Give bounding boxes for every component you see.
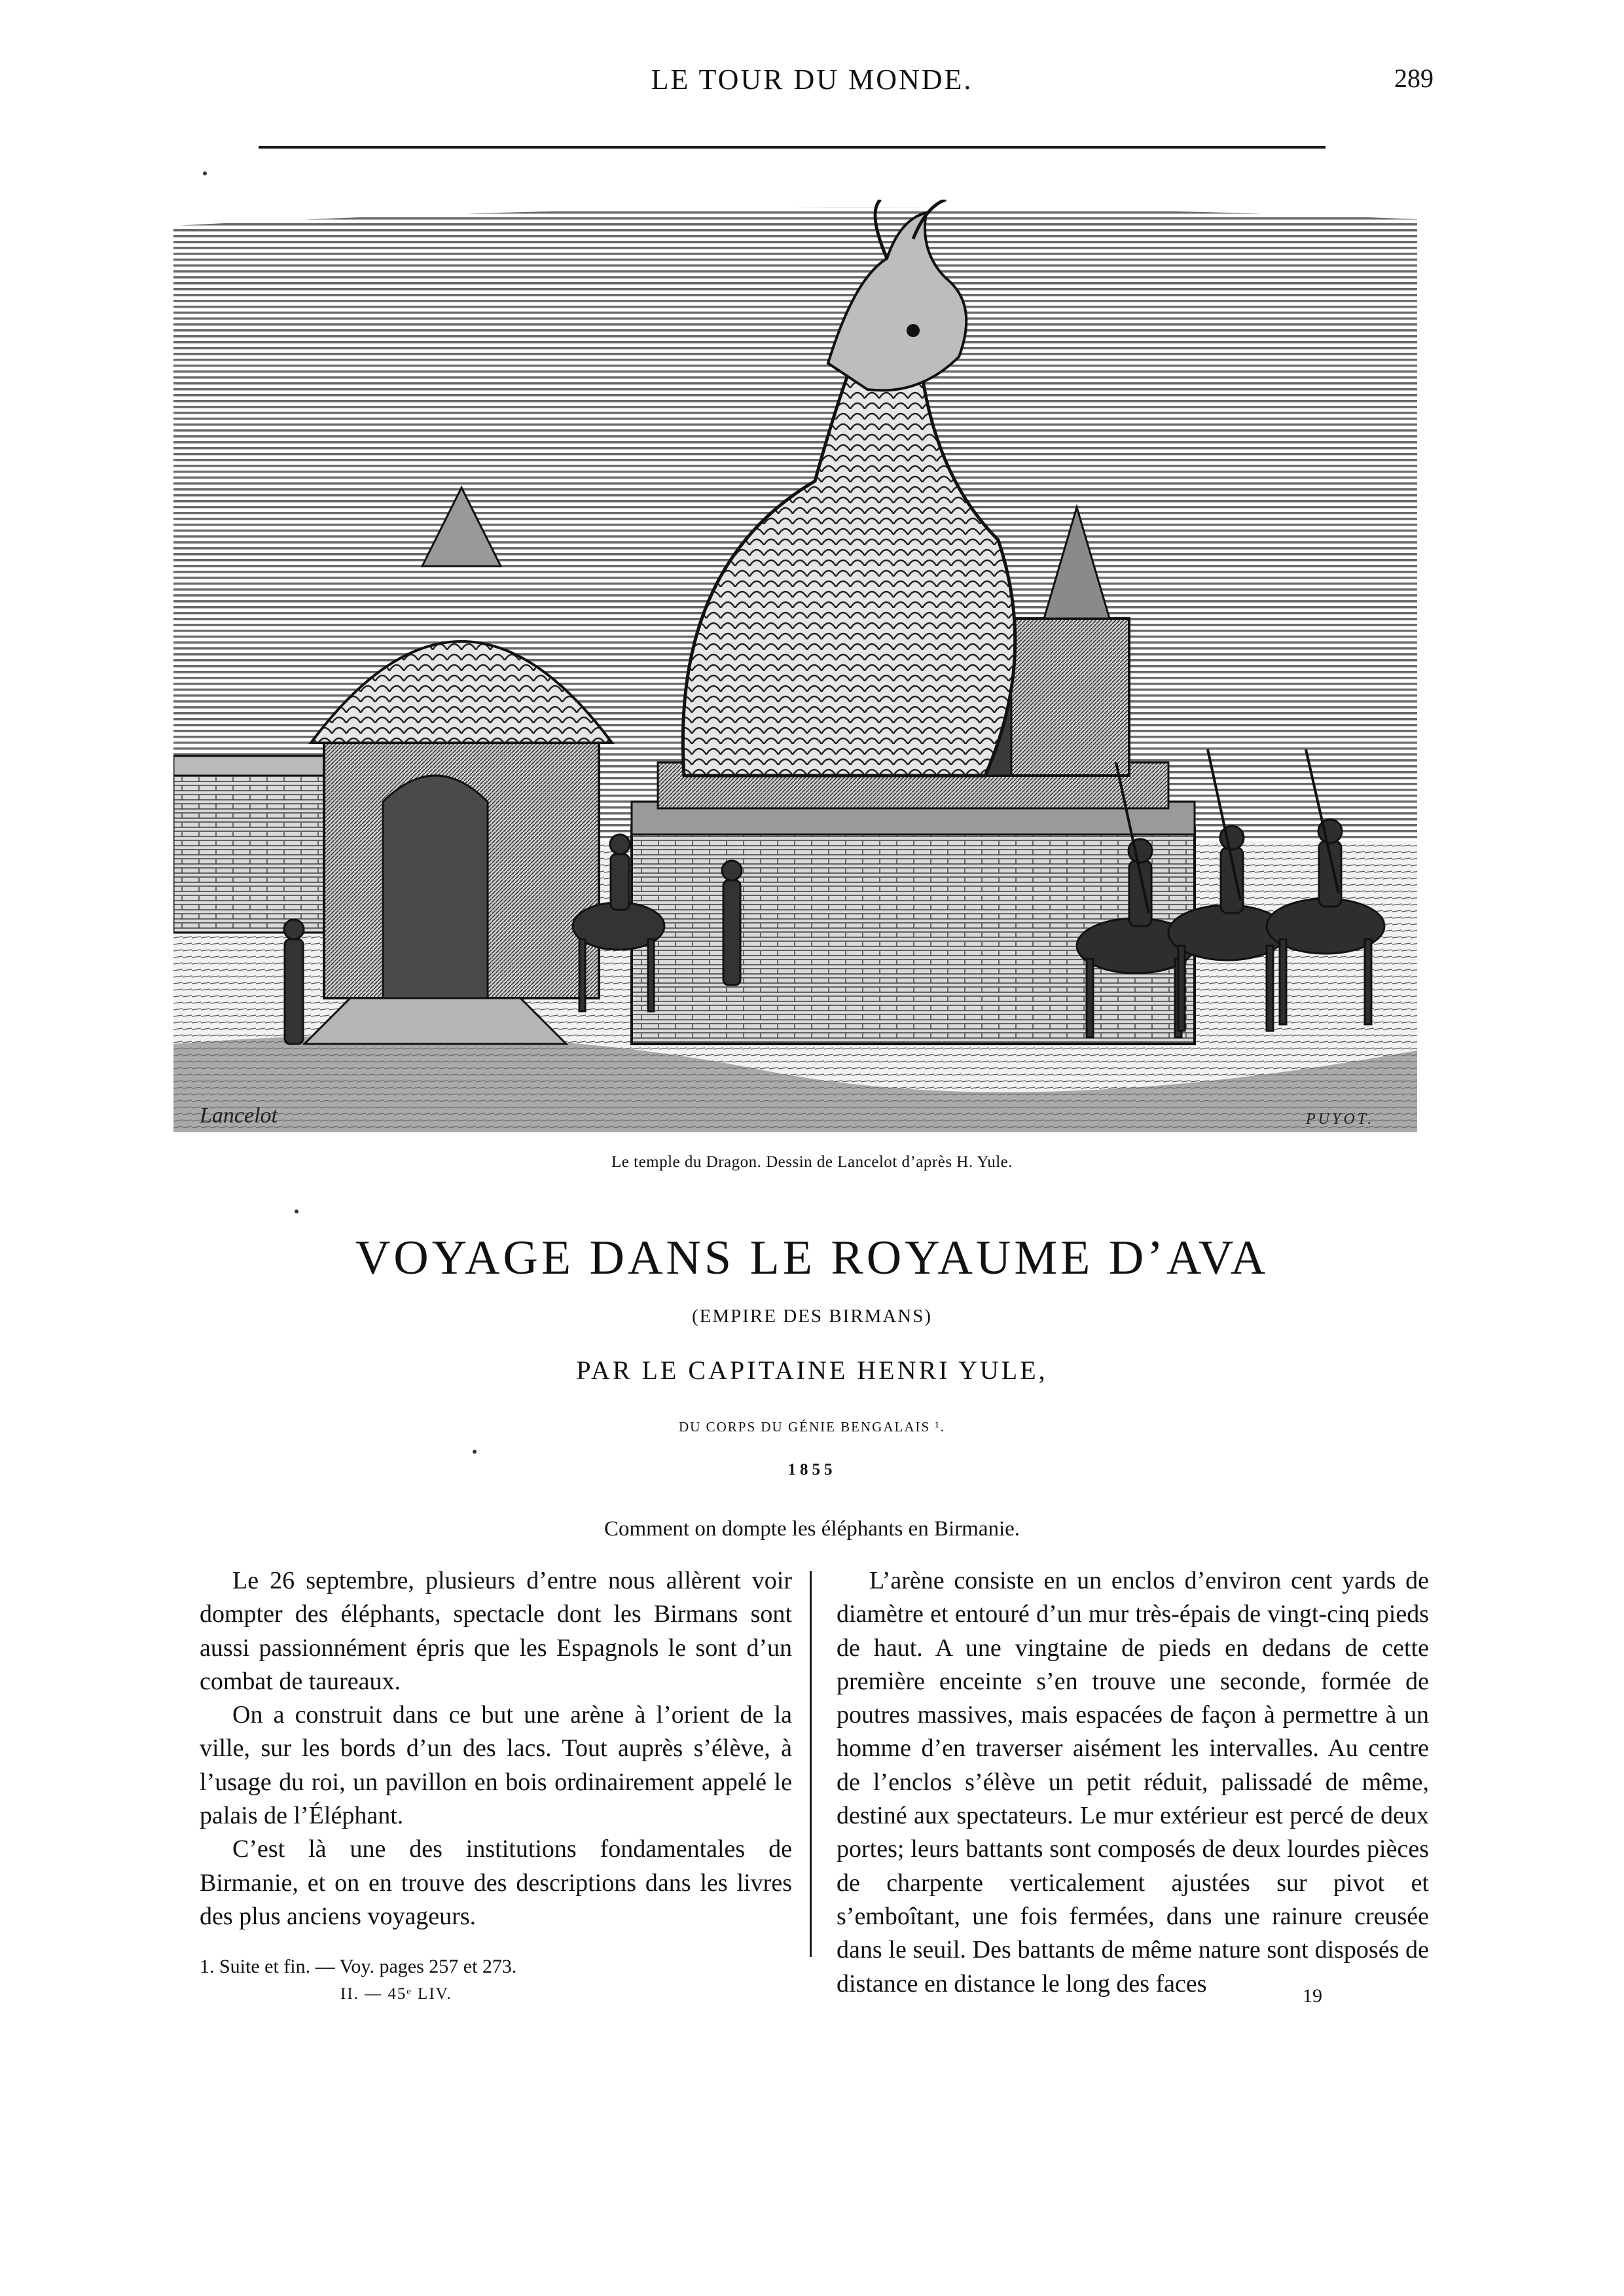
- author-affiliation: DU CORPS DU GÉNIE BENGALAIS ¹.: [679, 1419, 945, 1435]
- paragraph: Le 26 septembre, plusieurs d’entre nous allèrent voir dompter des éléphants, spectacle dont les Birmans sont aussi passionnément épris que les Espagnols le sont d’un combat de taureaux.: [200, 1567, 792, 1695]
- signature-right: PUYOT.: [1306, 1111, 1375, 1128]
- ink-speck: [295, 1210, 298, 1213]
- article-year: 1855: [787, 1461, 837, 1479]
- temple-platform: [632, 762, 1195, 1044]
- ink-speck: [473, 1450, 477, 1454]
- paragraph: On a construit dans ce but une arène à l’orient de la ville, sur les bords d’un des lacs. Tout auprès s’élève, à l’usage du roi, un pavillon en bois ordinairement appelé le palais de l’Éléphant.: [200, 1701, 792, 1830]
- printer-signature: II. — 45ᵉ LIV.: [340, 1985, 452, 2003]
- left-column: [200, 1564, 792, 1933]
- article-title: VOYAGE DANS LE ROYAUME D’AVA: [355, 1231, 1269, 1285]
- ink-speck: [203, 171, 207, 175]
- chapter-summary: Comment on dompte les éléphants en Birmanie.: [604, 1517, 1020, 1541]
- right-column: [837, 1564, 1429, 2001]
- signature-left: Lancelot: [200, 1103, 278, 1128]
- article-author: PAR LE CAPITAINE HENRI YULE,: [576, 1355, 1048, 1385]
- sheet-number: 19: [1303, 1985, 1322, 2007]
- running-title: LE TOUR DU MONDE.: [651, 63, 973, 96]
- column-rule: [810, 1571, 812, 1957]
- article-subtitle: (EMPIRE DES BIRMANS): [691, 1306, 933, 1327]
- paragraph: C’est là une des institutions fondamentales de Birmanie, et on en trouve des descriptions dans les livres des plus anciens voyageurs.: [200, 1835, 792, 1930]
- paragraph: L’arène consiste en un enclos d’environ cent yards de diamètre et entouré d’un mur très-épais de vingt-cinq pieds de haut. A une vingtaine de pieds en dedans de cette première enceinte s’en trouve une seconde, formée de poutres massives, mais espacées de façon à permettre à un homme d’en traverser aisément les intervalles. Au centre de l’enclos s’élève un petit réduit, palissadé de même, destiné aux spectateurs. Le mur extérieur est percé de deux portes; leurs battants sont composés de deux lourdes pièces de charpente verticalement ajustées sur pivot et s’emboîtant, une fois fermées, dans une rainure creusée dans le seuil. Des battants de même nature sont disposés de distance en distance le long des faces: [837, 1567, 1429, 1998]
- temple-engraving: [173, 200, 1417, 1132]
- footnote: 1. Suite et fin. — Voy. pages 257 et 273.: [200, 1956, 517, 1977]
- header-rule: [259, 146, 1326, 149]
- illustration-caption: Le temple du Dragon. Dessin de Lancelot d’après H. Yule.: [611, 1153, 1013, 1171]
- page-number: 289: [1394, 63, 1434, 93]
